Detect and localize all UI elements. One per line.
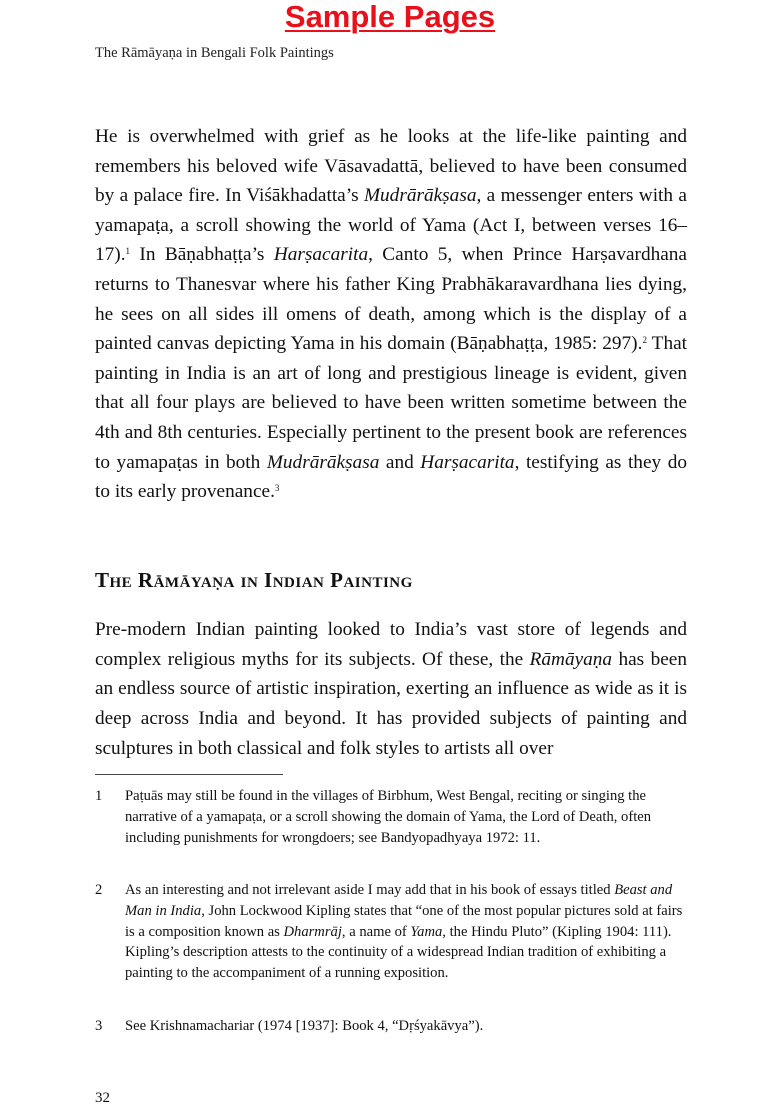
paragraph-1-text: He is overwhelmed with grief as he looks at the life-like painting and remembers his beloved wife Vāsavadattā, believed to have been consumed by a palace fire. In Viśākhadatta’s Mudrārākṣasa, a messenger enters with a yamapaṭa, a scroll showing the world of Yama (Act I, between verses 16–17).$^1$ In Bāṇabhaṭṭa’s Harṣacarita, Canto 5, when Prince Harṣavardhana returns to Thanesvar where his father King Prabhākaravardhana lies dying, he sees on all sides ill omens of death, among which is the display of a painted canvas depicting Yama in his domain (Bāṇabhaṭṭa, 1985: 297).$^2$ That painting in India is an art of long and prestigious lineage is evident, given that all four plays are believed to have been written sometime between the 4th and 8th centuries. Especially pertinent to the present book are references to yamapaṭas in both Mudrārākṣasa and Harṣacarita, testifying as they do to its early provenance.$^3$ <box>95 126 687 503</box>
footnote-number: 1 <box>95 788 103 804</box>
footnote-reference: 3 <box>274 483 280 494</box>
page-number: 32 <box>95 1090 110 1106</box>
italic-text: Dharmrāj <box>283 923 342 940</box>
section-heading: The Rāmāyaṇa in Indian Painting <box>95 568 413 592</box>
italic-text: Harṣacarita <box>420 451 515 473</box>
footnote-3 <box>95 1016 687 1037</box>
italic-text: Harṣacarita <box>273 244 369 266</box>
body-paragraph-2 <box>95 596 687 783</box>
footnote-text: See Krishnamachariar (1974 [1937]: Book 4, “Dṛśyakāvya”). <box>125 1018 484 1034</box>
italic-text: Rāmāyaṇa <box>529 648 613 670</box>
italic-text: Mudrārākṣasa <box>266 451 380 473</box>
paragraph-2-text: Pre-modern Indian painting looked to India’s vast store of legends and complex religious myths for its subjects. Of these, the Rāmāyaṇa has been an endless source of artistic inspiration, exerting an influence as wide as it is deep across India and beyond. It has provided subjects of painting and sculptures in both classical and folk styles to artists all over <box>95 619 687 759</box>
footnote-reference: 2 <box>642 335 647 346</box>
footnote-rule <box>95 774 283 775</box>
footnote-text: As an interesting and not irrelevant aside I may add that in his book of essays titled Beast and Man in India, John Lockwood Kipling states that “one of the most popular pictures sold at fairs is a composition known as Dharmrāj, a name of Yama, the Hindu Pluto” (Kipling 1904: 111). Kipling’s description attests to the continuity of a widespread Indian tradition of exhibiting a painting to the accompaniment of a running exposition. <box>125 882 683 982</box>
footnote-2 <box>95 880 687 984</box>
footnote-1 <box>95 786 687 848</box>
body-paragraph-1 <box>95 122 687 507</box>
italic-text: Mudrārākṣasa <box>363 185 477 207</box>
footnote-number: 2 <box>95 882 103 898</box>
footnote-text: Paṭuās may still be found in the villages of Birbhum, West Bengal, reciting or singing the narrative of a yamapaṭa, or a scroll showing the domain of Yama, the Lord of Death, often including punishments for wrongdoers; see Bandyopadhyaya 1972: 11. <box>125 788 652 846</box>
running-head: The Rāmāyaṇa in Bengali Folk Paintings <box>95 45 334 61</box>
footnote-reference: 1 <box>125 246 131 257</box>
italic-text: Beast and Man in India <box>125 882 673 919</box>
footnote-number: 3 <box>95 1018 103 1034</box>
sample-pages-watermark: Sample Pages <box>284 0 496 34</box>
italic-text: Yama <box>410 923 443 940</box>
